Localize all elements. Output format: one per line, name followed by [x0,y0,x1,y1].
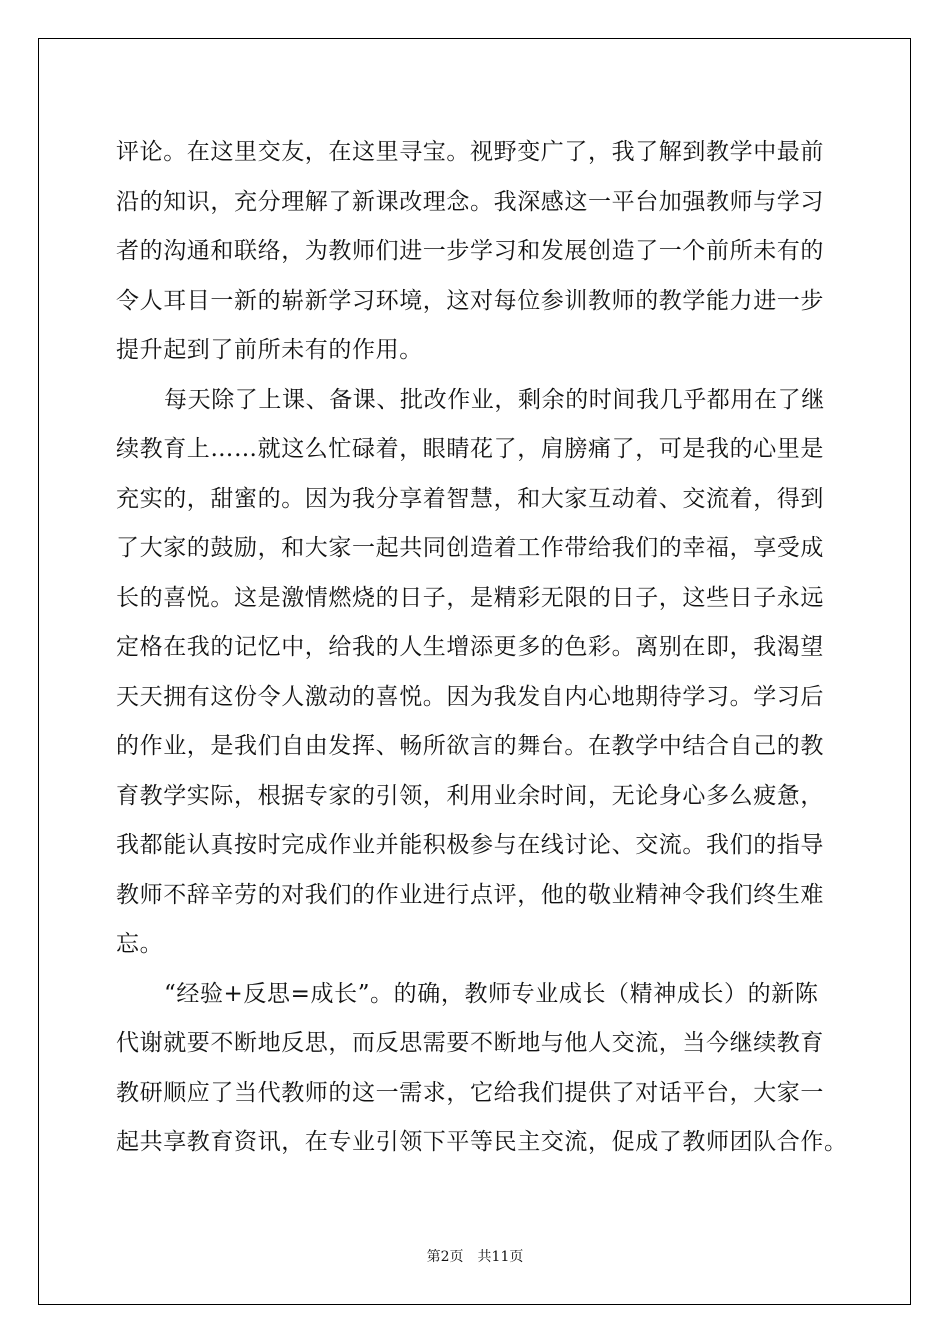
text-line: 代谢就要不断地反思，而反思需要不断地与他人交流，当今继续教育 [116,1030,824,1056]
text-line: 起共享教育资讯，在专业引领下平等民主交流，促成了教师团队合作。 [116,1129,848,1155]
text-line: 忘。 [116,931,164,957]
text-line: 续教育上……就这么忙碌着，眼睛花了，肩膀痛了，可是我的心里是 [116,436,824,462]
text-line: 育教学实际，根据专家的引领，利用业余时间，无论身心多么疲惫， [116,782,824,809]
page-total: 共11页 [477,1249,524,1265]
text-line: 令人耳目一新的崭新学习环境，这对每位参训教师的教学能力进一步 [116,287,824,314]
page-footer [0,1246,950,1266]
text-line: 天天拥有这份令人激动的喜悦。因为我发自内心地期待学习。学习后 [116,683,824,710]
paragraph-2 [116,376,841,970]
text-line: 提升起到了前所未有的作用。 [116,337,423,363]
text-line: 充实的，甜蜜的。因为我分享着智慧，和大家互动着、交流着，得到 [116,485,824,512]
text-line: 长的喜悦。这是激情燃烧的日子，是精彩无限的日子，这些日子永远 [116,584,824,611]
paragraph-3 [116,970,848,1168]
text-line: 评论。在这里交友，在这里寻宝。视野变广了，我了解到教学中最前 [116,139,824,165]
text-line: 沿的知识，充分理解了新课改理念。我深感这一平台加强教师与学习 [116,188,824,215]
text-line: “经验+反思=成长”。的确，教师专业成长（精神成长）的新陈 [164,980,819,1007]
text-line: 的作业，是我们自由发挥、畅所欲言的舞台。在教学中结合自己的教 [116,733,824,759]
text-line: 我都能认真按时完成作业并能积极参与在线讨论、交流。我们的指导 [116,832,824,858]
text-line: 了大家的鼓励，和大家一起共同创造着工作带给我们的幸福，享受成 [116,535,824,561]
text-line: 定格在我的记忆中，给我的人生增添更多的色彩。离别在即，我渴望 [116,634,824,660]
document-body [116,128,848,1168]
text-line: 者的沟通和联络，为教师们进一步学习和发展创造了一个前所未有的 [116,238,824,264]
text-line: 教研顺应了当代教师的这一需求，它给我们提供了对话平台，大家一 [116,1079,824,1106]
text-line: 每天除了上课、备课、批改作业，剩余的时间我几乎都用在了继 [164,386,825,413]
paragraph-1 [116,128,841,376]
page-number: 第2页 [426,1249,464,1265]
text-line: 教师不辞辛劳的对我们的作业进行点评，他的敬业精神令我们终生难 [116,881,824,908]
